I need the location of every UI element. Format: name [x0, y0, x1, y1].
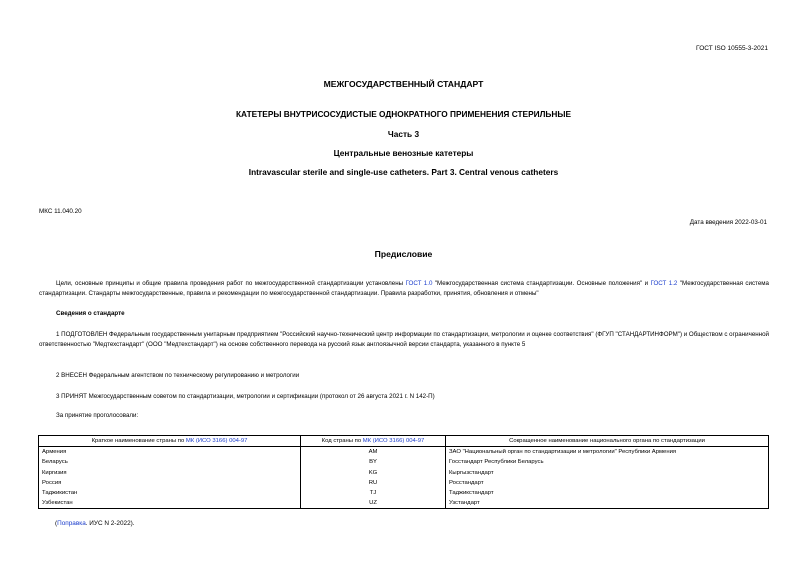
voted-label: За принятие проголосовали: — [56, 412, 139, 419]
country-cell: Киргизия — [39, 468, 301, 478]
org-cell: Госстандарт Республики Беларусь — [446, 457, 769, 467]
document-title-ru: КАТЕТЕРЫ ВНУТРИСОСУДИСТЫЕ ОДНОКРАТНОГО ПРИМЕНЕНИЯ СТЕРИЛЬНЫЕ — [235, 109, 572, 119]
table-header-row — [39, 436, 769, 447]
header-code — [301, 436, 446, 447]
mks-code: МКС 11.040.20 — [39, 208, 82, 215]
document-code: ГОСТ ISO 10555-3-2021 — [696, 45, 768, 52]
org-cell: Росстандарт — [446, 478, 769, 488]
amendment-note — [55, 520, 135, 527]
amendment-link[interactable]: Поправка — [57, 520, 86, 527]
preface-title: Предисловие — [374, 249, 433, 259]
standard-heading: МЕЖГОСУДАРСТВЕННЫЙ СТАНДАРТ — [323, 79, 484, 89]
country-cell: Беларусь — [39, 457, 301, 467]
table-row — [39, 488, 769, 498]
paragraph-text: "Межгосударственная система стандартизации. Стандарты межгосударственные, правила и рекомендации по межгосударственной стандартизации. Правила разработки, принятия, обновления и отмены" — [39, 280, 769, 297]
paragraph-text: "Межгосударственная система стандартизации. Основные положения" и — [432, 280, 651, 287]
mk-iso-link[interactable]: МК (ИСО 3166) 004-97 — [362, 438, 425, 444]
table-row — [39, 498, 769, 509]
gost-1-0-link[interactable]: ГОСТ 1.0 — [405, 280, 433, 287]
header-country — [39, 436, 301, 447]
org-cell: Кыргызстандарт — [446, 468, 769, 478]
code-cell: AM — [301, 447, 446, 458]
code-cell: KG — [301, 468, 446, 478]
mk-iso-link[interactable]: МК (ИСО 3166) 004-97 — [185, 438, 248, 444]
country-cell: Узбекистан — [39, 498, 301, 509]
gost-1-2-link[interactable]: ГОСТ 1.2 — [650, 280, 678, 287]
country-cell: Таджикистан — [39, 488, 301, 498]
table-row — [39, 478, 769, 488]
note-text: . ИУС N 2-2022). — [85, 520, 135, 527]
header-org: Сокращенное наименование национального органа по стандартизации — [446, 436, 769, 447]
country-cell: Армения — [39, 447, 301, 458]
document-title-en: Intravascular sterile and single-use catheters. Part 3. Central venous catheters — [248, 167, 559, 177]
item-prepared: 1 ПОДГОТОВЛЕН Федеральным государственным унитарным предприятием "Российский научно-технический центр информации по стандартизации, метрологии и оценке соответствия" (ФГУП "СТАНДАРТИНФОРМ") и Обществом с ограниченной ответственностью "Медтехстандарт" (ООО "Медтехстандарт") на основе собственного перевода на русский язык англоязычной версии стандарта, указанного в пункте 5 — [39, 331, 769, 348]
code-cell: TJ — [301, 488, 446, 498]
org-cell: Узстандарт — [446, 498, 769, 509]
document-subtitle-ru: Центральные венозные катетеры — [333, 148, 474, 158]
code-cell: RU — [301, 478, 446, 488]
code-cell: BY — [301, 457, 446, 467]
countries-table — [38, 435, 769, 509]
table-row — [39, 457, 769, 467]
item-submitted: 2 ВНЕСЕН Федеральным агентством по техническому регулированию и метрологии — [56, 372, 300, 379]
note-paren: ( — [55, 520, 58, 527]
table-row — [39, 447, 769, 458]
part-label: Часть 3 — [387, 129, 420, 139]
header-text: Краткое наименование страны по — [91, 438, 186, 444]
code-cell: UZ — [301, 498, 446, 509]
preface-paragraph — [39, 279, 769, 298]
header-text: Код страны по — [321, 438, 363, 444]
paragraph-text: Цели, основные принципы и общие правила проведения работ по межгосударственной стандартизации установлены — [56, 280, 406, 287]
country-cell: Россия — [39, 478, 301, 488]
item-adopted: 3 ПРИНЯТ Межгосударственным советом по стандартизации, метрологии и сертификации (протокол от 26 августа 2021 г. N 142-П) — [56, 393, 435, 400]
org-cell: ЗАО "Национальный орган по стандартизации и метрологии" Республики Армения — [446, 447, 769, 458]
table-row — [39, 468, 769, 478]
standard-info-title: Сведения о стандарте — [56, 310, 125, 317]
org-cell: Таджикстандарт — [446, 488, 769, 498]
intro-date: Дата введения 2022-03-01 — [689, 219, 767, 226]
